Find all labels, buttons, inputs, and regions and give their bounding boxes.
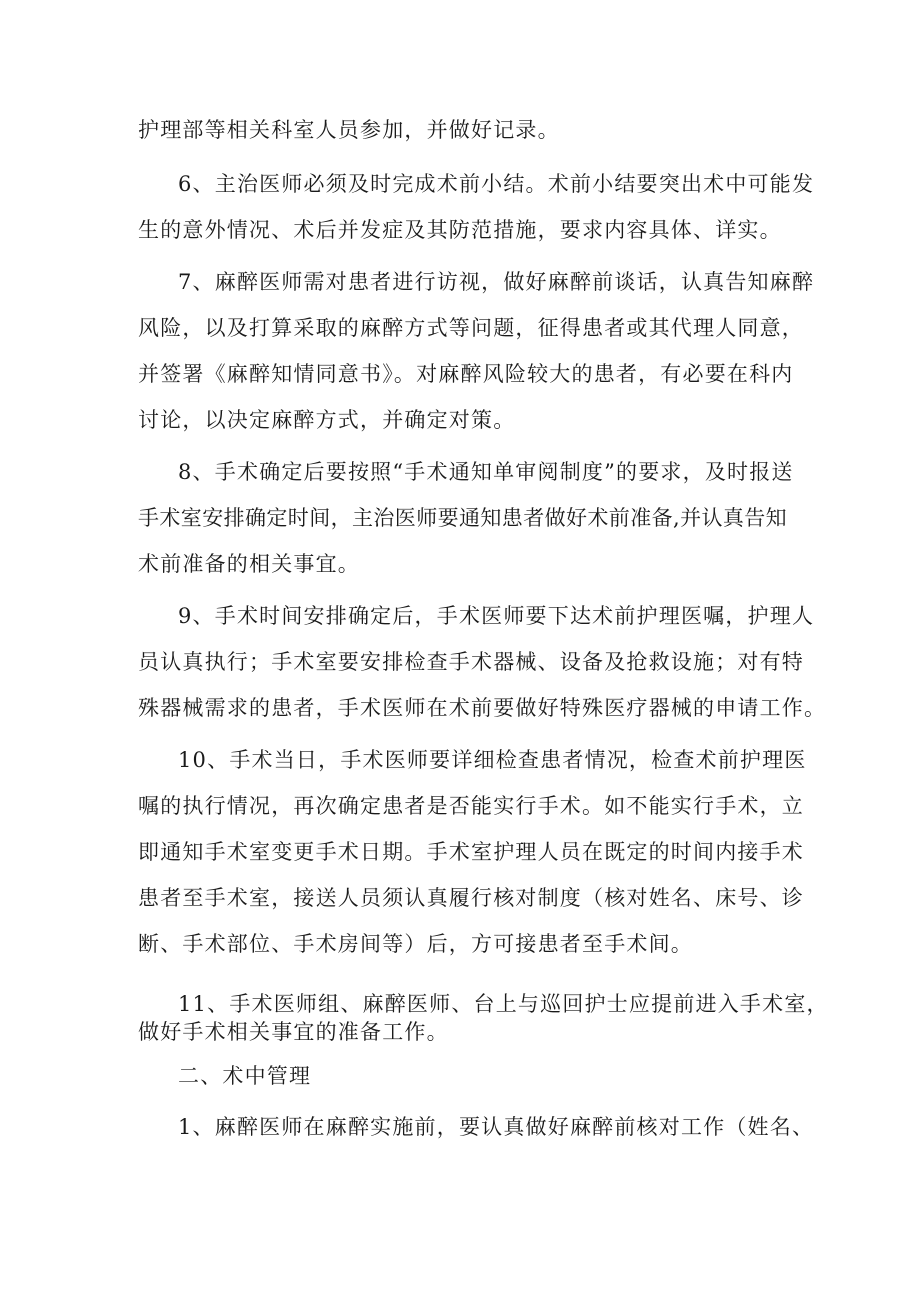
paragraph-10-line-5: 断、手术部位、手术房间等）后，方可接患者至手术间。 xyxy=(138,932,693,956)
paragraph-10-line-3: 即通知手术室变更手术日期。手术室护理人员在既定的时间内接手术 xyxy=(138,840,804,864)
paragraph-8-line-3: 术前准备的相关事宜。 xyxy=(138,552,360,576)
section-heading: 二、术中管理 xyxy=(178,1064,312,1088)
paragraph-10-line-1: 10、手术当日，手术医师要详细检查患者情况，检查术前护理医 xyxy=(178,748,807,772)
paragraph-7-line-3: 并签署《麻醉知情同意书》。对麻醉风险较大的患者，有必要在科内 xyxy=(138,362,794,386)
paragraph-11-line-1: 11、手术医师组、麻醉医师、台上与巡回护士应提前进入手术室， xyxy=(178,992,829,1016)
paragraph-9-line-3: 殊器械需求的患者，手术医师在术前要做好特殊医疗器械的申请工作。 xyxy=(138,696,827,720)
paragraph-7-line-2: 风险，以及打算采取的麻醉方式等问题，征得患者或其代理人同意， xyxy=(138,316,804,340)
paragraph-9-line-2: 员认真执行；手术室要安排检查手术器械、设备及抢救设施；对有特 xyxy=(138,650,804,674)
paragraph-10-line-2: 嘱的执行情况，再次确定患者是否能实行手术。如不能实行手术，立 xyxy=(138,794,804,818)
text-line: 护理部等相关科室人员参加，并做好记录。 xyxy=(138,118,560,142)
paragraph-7-line-1: 7、麻醉医师需对患者进行访视，做好麻醉前谈话，认真告知麻醉 xyxy=(178,270,815,294)
paragraph-7-line-4: 讨论，以决定麻醉方式，并确定对策。 xyxy=(138,408,516,432)
paragraph-10-line-4: 患者至手术室，接送人员须认真履行核对制度（核对姓名、床号、诊 xyxy=(138,886,804,910)
paragraph-11-line-2: 做好手术相关事宜的准备工作。 xyxy=(138,1020,449,1044)
paragraph-6-line-1: 6、主治医师必须及时完成术前小结。术前小结要突出术中可能发 xyxy=(178,172,815,196)
paragraph-9-line-1: 9、手术时间安排确定后，手术医师要下达术前护理医嘱，护理人 xyxy=(178,604,815,628)
paragraph-8-line-2: 手术室安排确定时间，主治医师要通知患者做好术前准备,并认真告知 xyxy=(138,506,788,530)
paragraph-6-line-2: 生的意外情况、术后并发症及其防范措施，要求内容具体、详实。 xyxy=(138,218,782,242)
paragraph-8-line-1: 8、手术确定后要按照“手术通知单审阅制度”的要求，及时报送 xyxy=(178,460,794,484)
paragraph-s2-1-line-1: 1、麻醉医师在麻醉实施前，要认真做好麻醉前核对工作（姓名、 xyxy=(178,1115,815,1139)
